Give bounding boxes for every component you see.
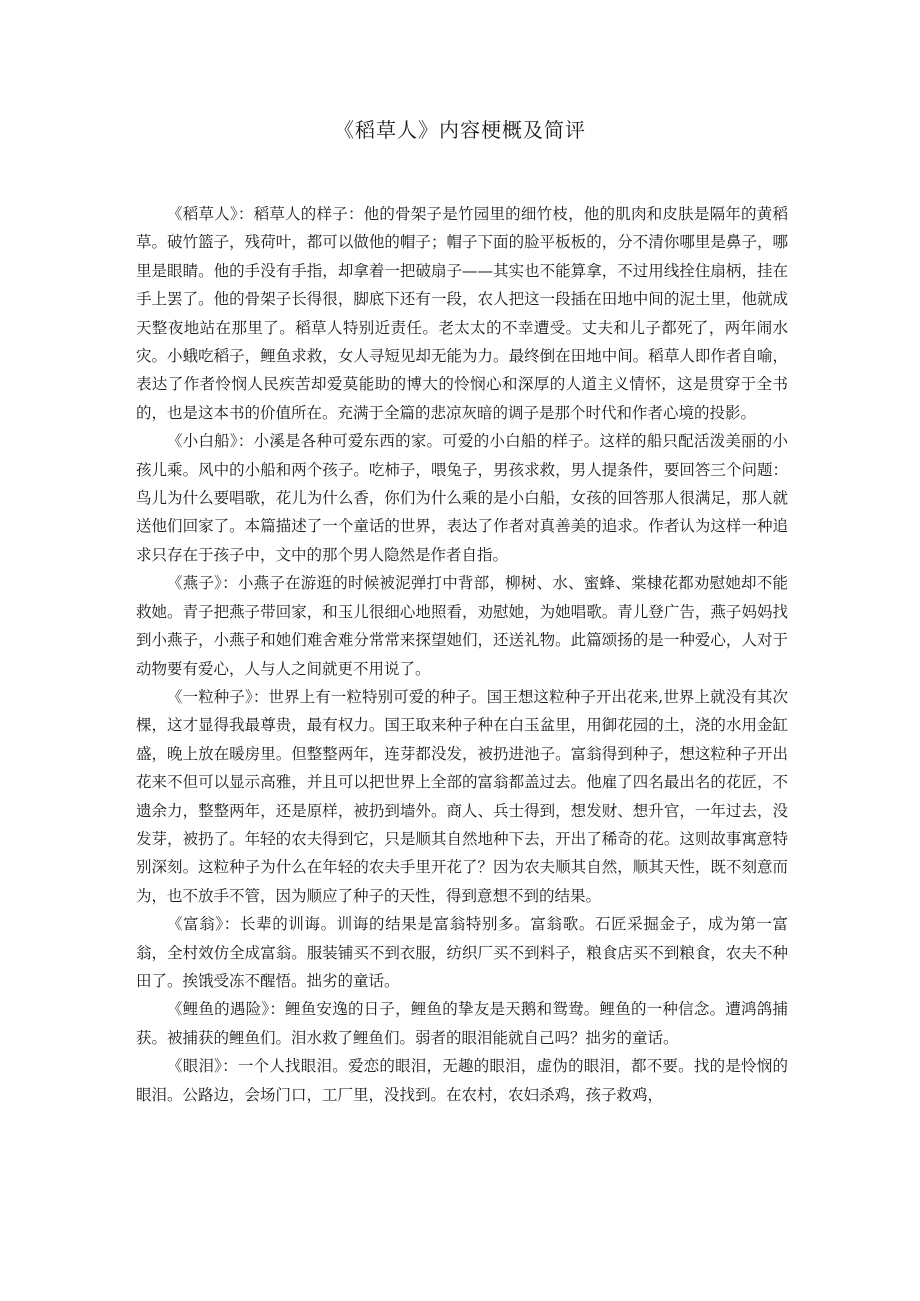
paragraph-carp-adventure: 《鲤鱼的遇险》：鲤鱼安逸的日子，鲤鱼的挚友是天鹅和鸳鸯。鲤鱼的一种信念。遭鸿鸽捕获。被捕获的鲤鱼们。泪水救了鲤鱼们。弱者的眼泪能就自己吗？拙劣的童话。	[136, 1000, 788, 1047]
paragraph-little-white-boat: 《小白船》：小溪是各种可爱东西的家。可爱的小白船的样子。这样的船只配活泼美丽的小孩儿乘。风中的小船和两个孩子。吃柿子，喂兔子，男孩求救，男人提条件，要回答三个问题：鸟儿为什么要唱歌，花儿为什么香，你们为什么乘的是小白船，女孩的回答那人很满足，那人就送他们回家了。本篇描述了一个童话的世界，表达了作者对真善美的追求。作者认为这样一种追求只存在于孩子中，文中的那个男人隐然是作者自指。	[136, 432, 788, 564]
paragraph-tears: 《眼泪》：一个人找眼泪。爱恋的眼泪，无趣的眼泪，虚伪的眼泪，都不要。找的是怜悯的眼泪。公路边，会场门口，工厂里，没找到。在农村，农妇杀鸡，孩子救鸡，	[136, 1057, 788, 1104]
paragraph-swallow: 《燕子》：小燕子在游逛的时候被泥弹打中背部，柳树、水、蜜蜂、棠棣花都劝慰她却不能救她。青子把燕子带回家，和玉儿很细心地照看，劝慰她，为她唱歌。青儿登广告，燕子妈妈找到小燕子，小燕子和她们难舍难分常常来探望她们，还送礼物。此篇颂扬的是一种爱心，人对于动物要有爱心，人与人之间就更不用说了。	[136, 574, 788, 678]
document-title: 《稻草人》内容梗概及简评	[334, 118, 586, 142]
paragraph-rich-man: 《富翁》：长辈的训诲。训诲的结果是富翁特别多。富翁歌。石匠采掘金子，成为第一富翁，全村效仿全成富翁。服装铺买不到衣服，纺织厂买不到料子，粮食店买不到粮食，农夫不种田了。挨饿受冻不醒悟。拙劣的童话。	[136, 915, 788, 990]
paragraph-a-seed: 《一粒种子》：世界上有一粒特别可爱的种子。国王想这粒种子开出花来,世界上就没有其次棵，这才显得我最尊贵，最有权力。国王取来种子种在白玉盆里，用御花园的土，浇的水用金缸盛，晚上放在暖房里。但整整两年，连芽都没发，被扔进池子。富翁得到种子，想这粒种子开出花来不但可以显示高雅，并且可以把世界上全部的富翁都盖过去。他雇了四名最出名的花匠，不遗余力，整整两年，还是原样，被扔到墙外。商人、兵士得到，想发财、想升官，一年过去，没发芽，被扔了。年轻的农夫得到它，只是顺其自然地种下去，开出了稀奇的花。这则故事寓意特别深刻。这粒种子为什么在年轻的农夫手里开花了？因为农夫顺其自然，顺其天性，既不刻意而为，也不放手不管，因为顺应了种子的天性，得到意想不到的结果。	[136, 687, 788, 905]
document-body	[136, 200, 788, 1109]
paragraph-scarecrow: 《稻草人》：稻草人的样子：他的骨架子是竹园里的细竹枝，他的肌肉和皮肤是隔年的黄稻草。破竹篮子，残荷叶，都可以做他的帽子；帽子下面的脸平板板的，分不清你哪里是鼻子，哪里是眼睛。他的手没有手指，却拿着一把破扇子——其实也不能算拿，不过用线拴住扇柄，挂在手上罢了。他的骨架子长得很，脚底下还有一段，农人把这一段插在田地中间的泥土里，他就成天整夜地站在那里了。稻草人特别近责任。老太太的不幸遭受。丈夫和儿子都死了，两年闹水灾。小蛾吃稻子，鲤鱼求救，女人寻短见却无能为力。最终倒在田地中间。稻草人即作者自喻，表达了作者怜悯人民疾苦却爱莫能助的博大的怜悯心和深厚的人道主义情怀，这是贯穿于全书的，也是这本书的价值所在。充满于全篇的悲凉灰暗的调子是那个时代和作者心境的投影。	[136, 205, 788, 422]
